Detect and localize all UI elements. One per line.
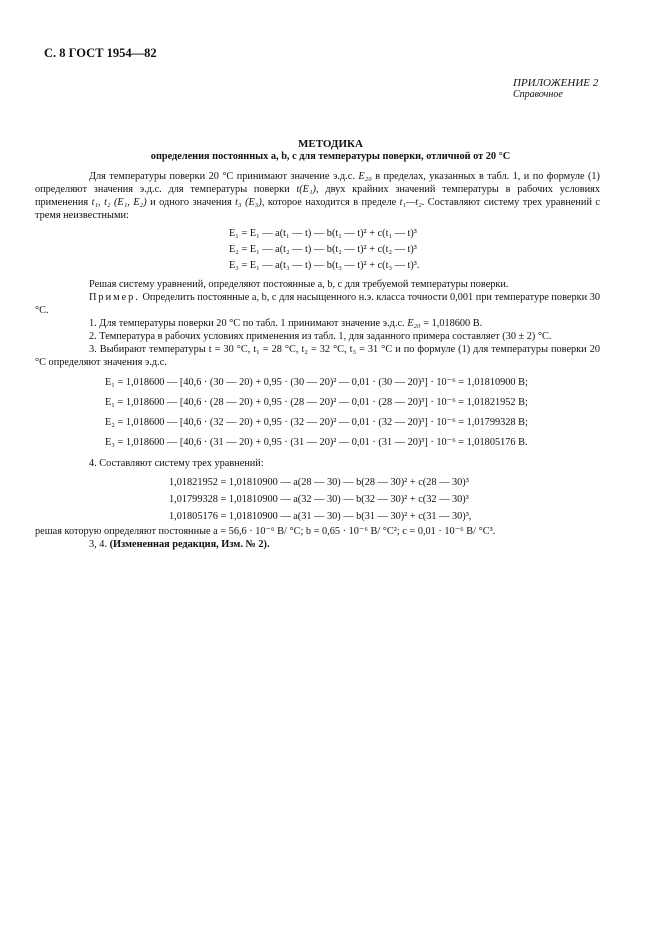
method-subtitle: определения постоянных a, b, c для температуры поверки, отличной от 20 °С — [150, 151, 511, 162]
calculation-block — [35, 373, 600, 453]
equation-line: 1,01799328 = 1,01810900 — a(32 — 30) — b(32 — 30)² + c(32 — 30)³ — [169, 494, 469, 505]
equation-system-2 — [35, 474, 600, 525]
intro-text-6: . Составляют систему трех уравнений с тремя неизвестными: — [35, 197, 600, 221]
document-body — [35, 170, 600, 551]
intro-paragraph — [35, 170, 600, 222]
step-1 — [35, 317, 600, 330]
step-3: 3. Выбирают температуры t = 30 °С, t₁ = 28 °С, t₂ = 32 °С, t₃ = 31 °С и по формуле (1) для температуры поверки 20 °С определяют значения э.д.с. — [35, 344, 600, 368]
example-paragraph — [35, 291, 600, 317]
amendment-text: (Измененная редакция, Изм. № 2). — [109, 539, 270, 550]
solution-paragraph: Решая систему уравнений, определяют постоянные a, b, c для требуемой температуры поверки. — [89, 279, 509, 290]
equation-system — [35, 226, 600, 274]
intro-text-3: , двух крайних значений температуры в рабочих условиях применения — [35, 184, 601, 208]
intro-text-2: в пределах, указанных в табл. 1, и по формуле (1) определяют значения э.д.с. для температуры поверки — [35, 171, 600, 195]
appendix-title: ПРИЛОЖЕНИЕ 2 — [513, 77, 599, 89]
calculation-line: E₂ = 1,018600 — [40,6 · (32 — 20) + 0,95 · (32 — 20)² — 0,01 · (32 — 20)³] · 10⁻⁶ = 1,01799328 В; — [105, 417, 528, 428]
equation-line: E₃ = E₁ — a(t₃ — t) — b(t₃ — t)² + c(t₃ — t)³. — [229, 260, 420, 271]
calculation-line: E₁ = 1,018600 — [40,6 · (30 — 20) + 0,95 · (30 — 20)² — 0,01 · (30 — 20)³] · 10⁻⁶ = 1,01810900 В; — [105, 377, 528, 388]
example-text: Определить постоянные a, b, c для насыщенного н.э. класса точности 0,001 при температуре поверки 30 °С. — [35, 292, 600, 316]
intro-text-1: Для температуры поверки 20 °С принимают значение э.д.с. — [89, 171, 359, 182]
step-1-text: 1. Для температуры поверки 20 °С по табл. 1 принимают значение э.д.с. — [89, 318, 408, 329]
step-2: 2. Температура в рабочих условиях применения из табл. 1, для заданного примера составляет (30 ± 2) °С. — [89, 331, 552, 342]
equation-line: E₁ = E₁ — a(t₁ — t) — b(t₁ — t)² + c(t₁ — t)³ — [229, 228, 417, 239]
amendment-note — [35, 538, 600, 551]
symbol-t1t2: t₁, t₂ (E₁, E₂) — [91, 197, 147, 208]
symbol-e20: E₂₀ — [358, 171, 372, 182]
calculation-line: E₃ = 1,018600 — [40,6 · (31 — 20) + 0,95 · (31 — 20)² — 0,01 · (31 — 20)³] · 10⁻⁶ = 1,01805176 В. — [105, 437, 528, 448]
symbol-e20: E₂₀ — [407, 318, 421, 329]
symbol-te1: t(E₁) — [296, 184, 316, 195]
intro-text-5: , которое находится в пределе — [261, 197, 400, 208]
method-title: МЕТОДИКА — [298, 138, 363, 150]
result-paragraph: решая которую определяют постоянные a = 56,6 · 10⁻⁶ В/ °С; b = 0,65 · 10⁻⁶ В/ °С²; c = 0,01 · 10⁻⁶ В/ °С³. — [35, 526, 496, 537]
intro-text-4: и одного значения — [146, 197, 236, 208]
symbol-t3: t₃ (E₃) — [235, 197, 262, 208]
calculation-line: E₁ = 1,018600 — [40,6 · (28 — 20) + 0,95 · (28 — 20)² — 0,01 · (28 — 20)³] · 10⁻⁶ = 1,01821952 В; — [105, 397, 528, 408]
example-label: Пример. — [89, 292, 140, 303]
step-4: 4. Составляют систему трех уравнений: — [89, 458, 264, 469]
appendix-label — [513, 77, 598, 101]
step-1-value: = 1,018600 В. — [420, 318, 483, 329]
equation-line: 1,01805176 = 1,01810900 — a(31 — 30) — b(31 — 30)² + c(31 — 30)³, — [169, 511, 472, 522]
symbol-range: t₁—t₂ — [399, 197, 422, 208]
amendment-number: 3, 4. — [89, 539, 110, 550]
page-header: С. 8 ГОСТ 1954—82 — [44, 46, 157, 60]
equation-line: 1,01821952 = 1,01810900 — a(28 — 30) — b(28 — 30)² + c(28 — 30)³ — [169, 477, 469, 488]
appendix-subtitle: Справочное — [513, 89, 563, 100]
equation-line: E₂ = E₁ — a(t₂ — t) — b(t₂ — t)² + c(t₂ — t)³ — [229, 244, 417, 255]
